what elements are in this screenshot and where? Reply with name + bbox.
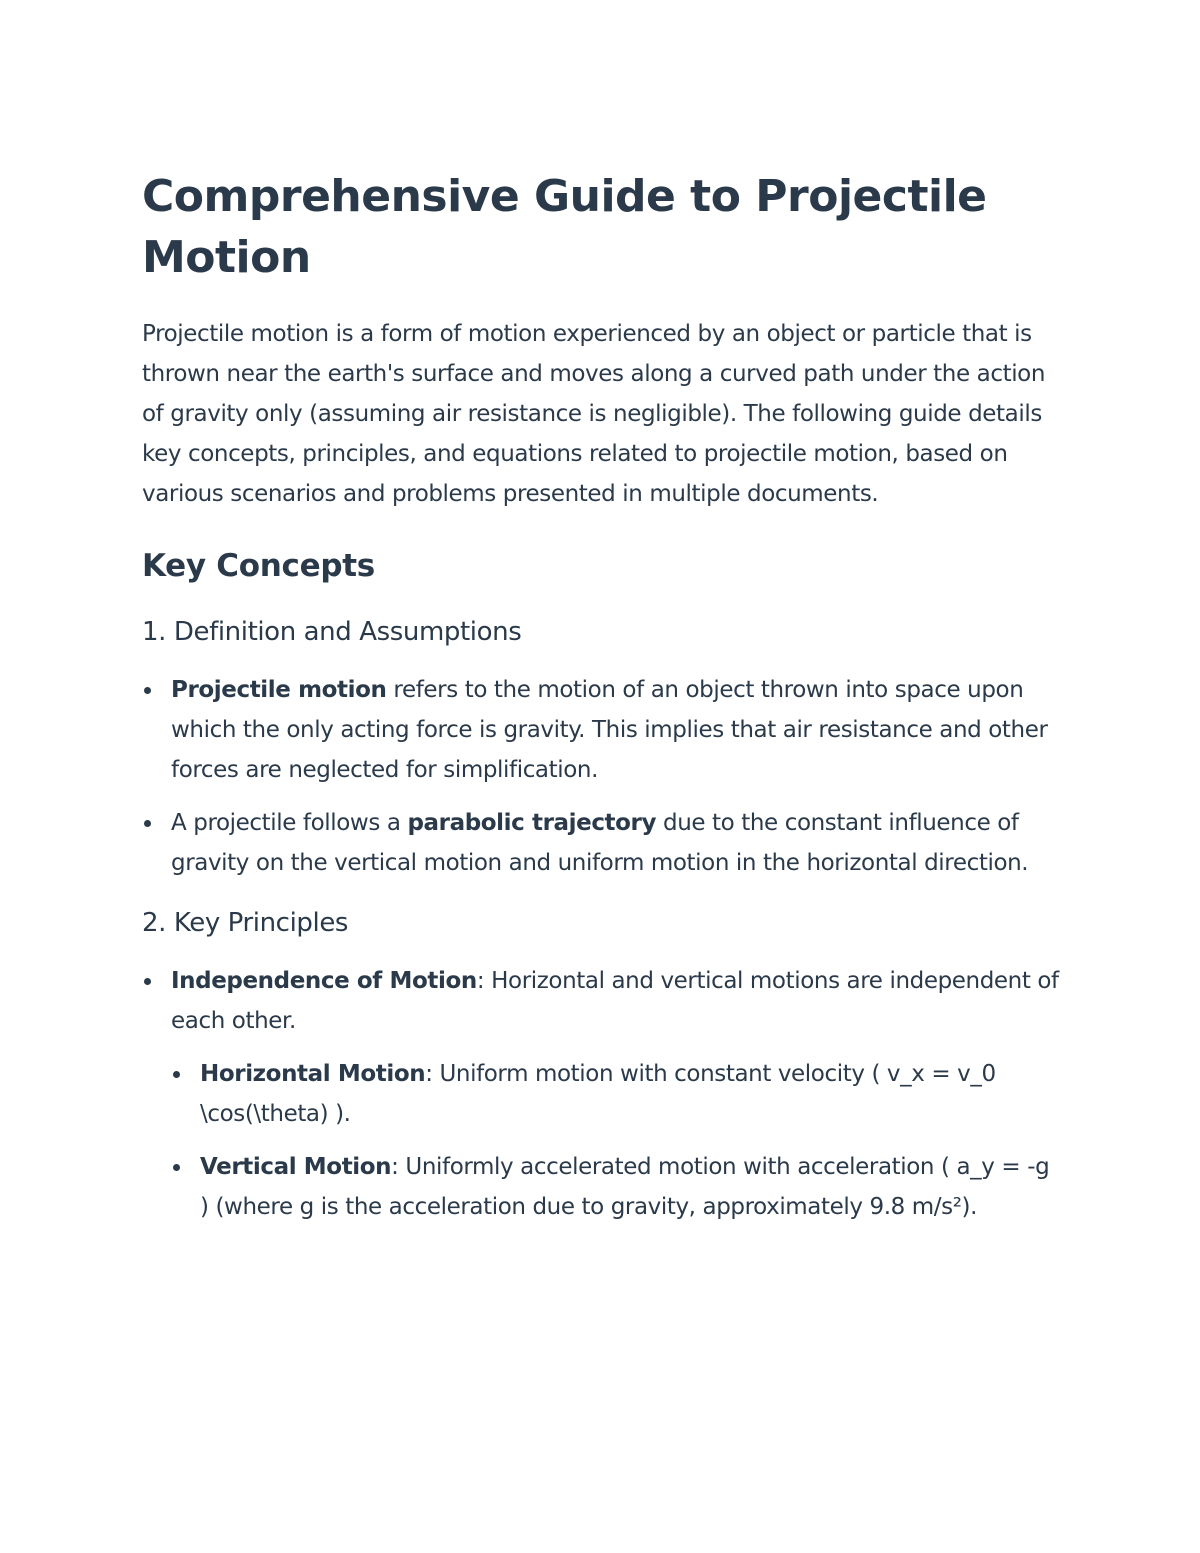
sublist-item-term: Vertical Motion (200, 1154, 392, 1180)
key-concepts-heading: Key Concepts (142, 548, 375, 584)
principles-list (142, 961, 1062, 1227)
list-item-term: Projectile motion (171, 677, 387, 703)
list-item (142, 961, 1062, 1227)
list-item (142, 803, 1062, 883)
list-item-text: : Horizontal and vertical motions are independent of each other. (171, 968, 1059, 1034)
list-item-text: refers to the motion of an object thrown into space upon which the only acting force is gravity. This implies that air resistance and other forces are neglected for simplification. (171, 677, 1048, 783)
sublist-item-term: Horizontal Motion (200, 1061, 426, 1087)
sublist-item-text: : Uniformly accelerated motion with acceleration ( a_y = -g ) (where g is the acceleration due to gravity, approximately 9.8 m/s²). (200, 1154, 1050, 1220)
motion-sublist (171, 1054, 1062, 1227)
list-item-pre: A projectile follows a (171, 810, 408, 836)
list-item-text: due to the constant influence of gravity on the vertical motion and uniform motion in the horizontal direction. (171, 810, 1029, 876)
list-item-term: parabolic trajectory (407, 810, 657, 836)
list-item (142, 670, 1062, 790)
sublist-item (171, 1147, 1062, 1227)
sublist-item (171, 1054, 1062, 1134)
definition-list (142, 670, 1062, 883)
document-page (142, 166, 1062, 1240)
page-title: Comprehensive Guide to Projectile Motion (142, 171, 987, 283)
principles-heading: 2. Key Principles (142, 908, 349, 938)
intro-paragraph: Projectile motion is a form of motion experienced by an object or particle that is thrown near the earth's surface and moves along a curved path under the action of gravity only (assuming air resistance is negligible). The following guide details key concepts, principles, and equations related to projectile motion, based on various scenarios and problems presented in multiple documents. (142, 321, 1046, 507)
definition-heading: 1. Definition and Assumptions (142, 617, 522, 647)
list-item-term: Independence of Motion (171, 968, 477, 994)
sublist-item-text: : Uniform motion with constant velocity ( v_x = v_0 \cos(\theta) ). (200, 1061, 996, 1127)
